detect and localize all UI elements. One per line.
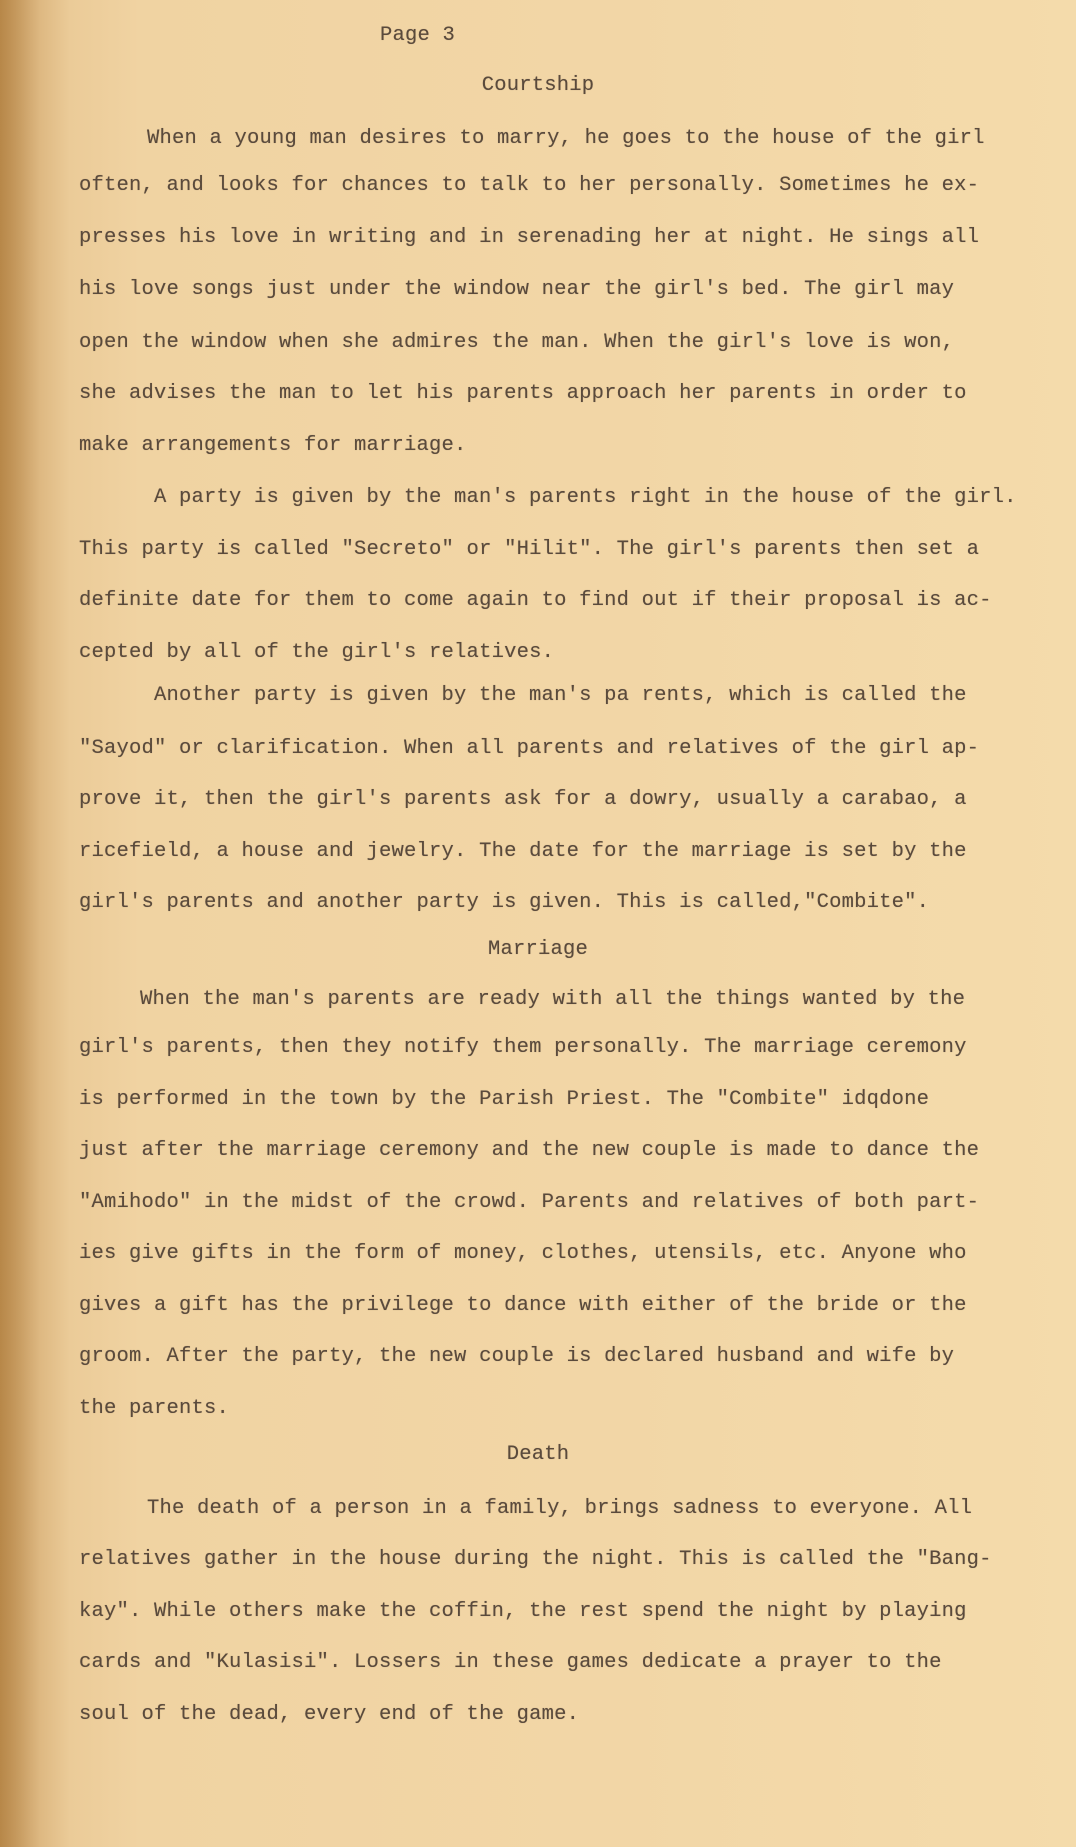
heading-courtship: Courtship bbox=[481, 74, 595, 97]
death-line: cards and "Kulasisi". Lossers in these games dedicate a prayer to the bbox=[79, 1651, 942, 1674]
marriage-line: is performed in the town by the Parish Priest. The "Combite" idqdone bbox=[79, 1088, 930, 1111]
marriage-line: "Amihodo" in the midst of the crowd. Parents and relatives of both part- bbox=[79, 1191, 980, 1214]
courtship-line: ricefield, a house and jewelry. The date for the marriage is set by the bbox=[79, 840, 967, 863]
paper-edge-shadow bbox=[0, 0, 40, 1847]
courtship-line: A party is given by the man's parents right in the house of the girl. bbox=[154, 486, 1017, 509]
marriage-line: girl's parents, then they notify them personally. The marriage ceremony bbox=[79, 1036, 967, 1059]
marriage-line: groom. After the party, the new couple is declared husband and wife by bbox=[79, 1345, 955, 1368]
death-line: relatives gather in the house during the night. This is called the "Bang- bbox=[79, 1548, 992, 1571]
courtship-line: definite date for them to come again to find out if their proposal is ac- bbox=[79, 589, 992, 612]
heading-marriage: Marriage bbox=[487, 938, 589, 961]
courtship-line: make arrangements for marriage. bbox=[79, 434, 467, 457]
marriage-line: When the man's parents are ready with all the things wanted by the bbox=[140, 988, 966, 1011]
marriage-line: gives a gift has the privilege to dance with either of the bride or the bbox=[79, 1294, 967, 1317]
courtship-line: she advises the man to let his parents approach her parents in order to bbox=[79, 382, 967, 405]
courtship-line: girl's parents and another party is given. This is called,"Combite". bbox=[79, 891, 930, 914]
courtship-line: prove it, then the girl's parents ask for a dowry, usually a carabao, a bbox=[79, 788, 967, 811]
heading-death: Death bbox=[506, 1443, 570, 1466]
death-line: soul of the dead, every end of the game. bbox=[79, 1703, 580, 1726]
courtship-line: presses his love in writing and in serenading her at night. He sings all bbox=[79, 226, 980, 249]
courtship-line: "Sayod" or clarification. When all parents and relatives of the girl ap- bbox=[79, 737, 980, 760]
courtship-line: his love songs just under the window near the girl's bed. The girl may bbox=[79, 278, 955, 301]
page-number: Page 3 bbox=[380, 24, 456, 47]
courtship-line: cepted by all of the girl's relatives. bbox=[79, 641, 555, 664]
marriage-line: ies give gifts in the form of money, clothes, utensils, etc. Anyone who bbox=[79, 1242, 967, 1265]
marriage-line: the parents. bbox=[79, 1397, 230, 1420]
courtship-line: often, and looks for chances to talk to her personally. Sometimes he ex- bbox=[79, 174, 980, 197]
courtship-line: This party is called "Secreto" or "Hilit". The girl's parents then set a bbox=[79, 538, 980, 561]
marriage-line: just after the marriage ceremony and the new couple is made to dance the bbox=[79, 1139, 980, 1162]
courtship-line: Another party is given by the man's pa rents, which is called the bbox=[154, 684, 967, 707]
death-line: kay". While others make the coffin, the rest spend the night by playing bbox=[79, 1600, 967, 1623]
courtship-line: When a young man desires to marry, he goes to the house of the girl bbox=[147, 127, 985, 150]
courtship-line: open the window when she admires the man. When the girl's love is won, bbox=[79, 331, 955, 354]
death-line: The death of a person in a family, brings sadness to everyone. All bbox=[147, 1497, 973, 1520]
